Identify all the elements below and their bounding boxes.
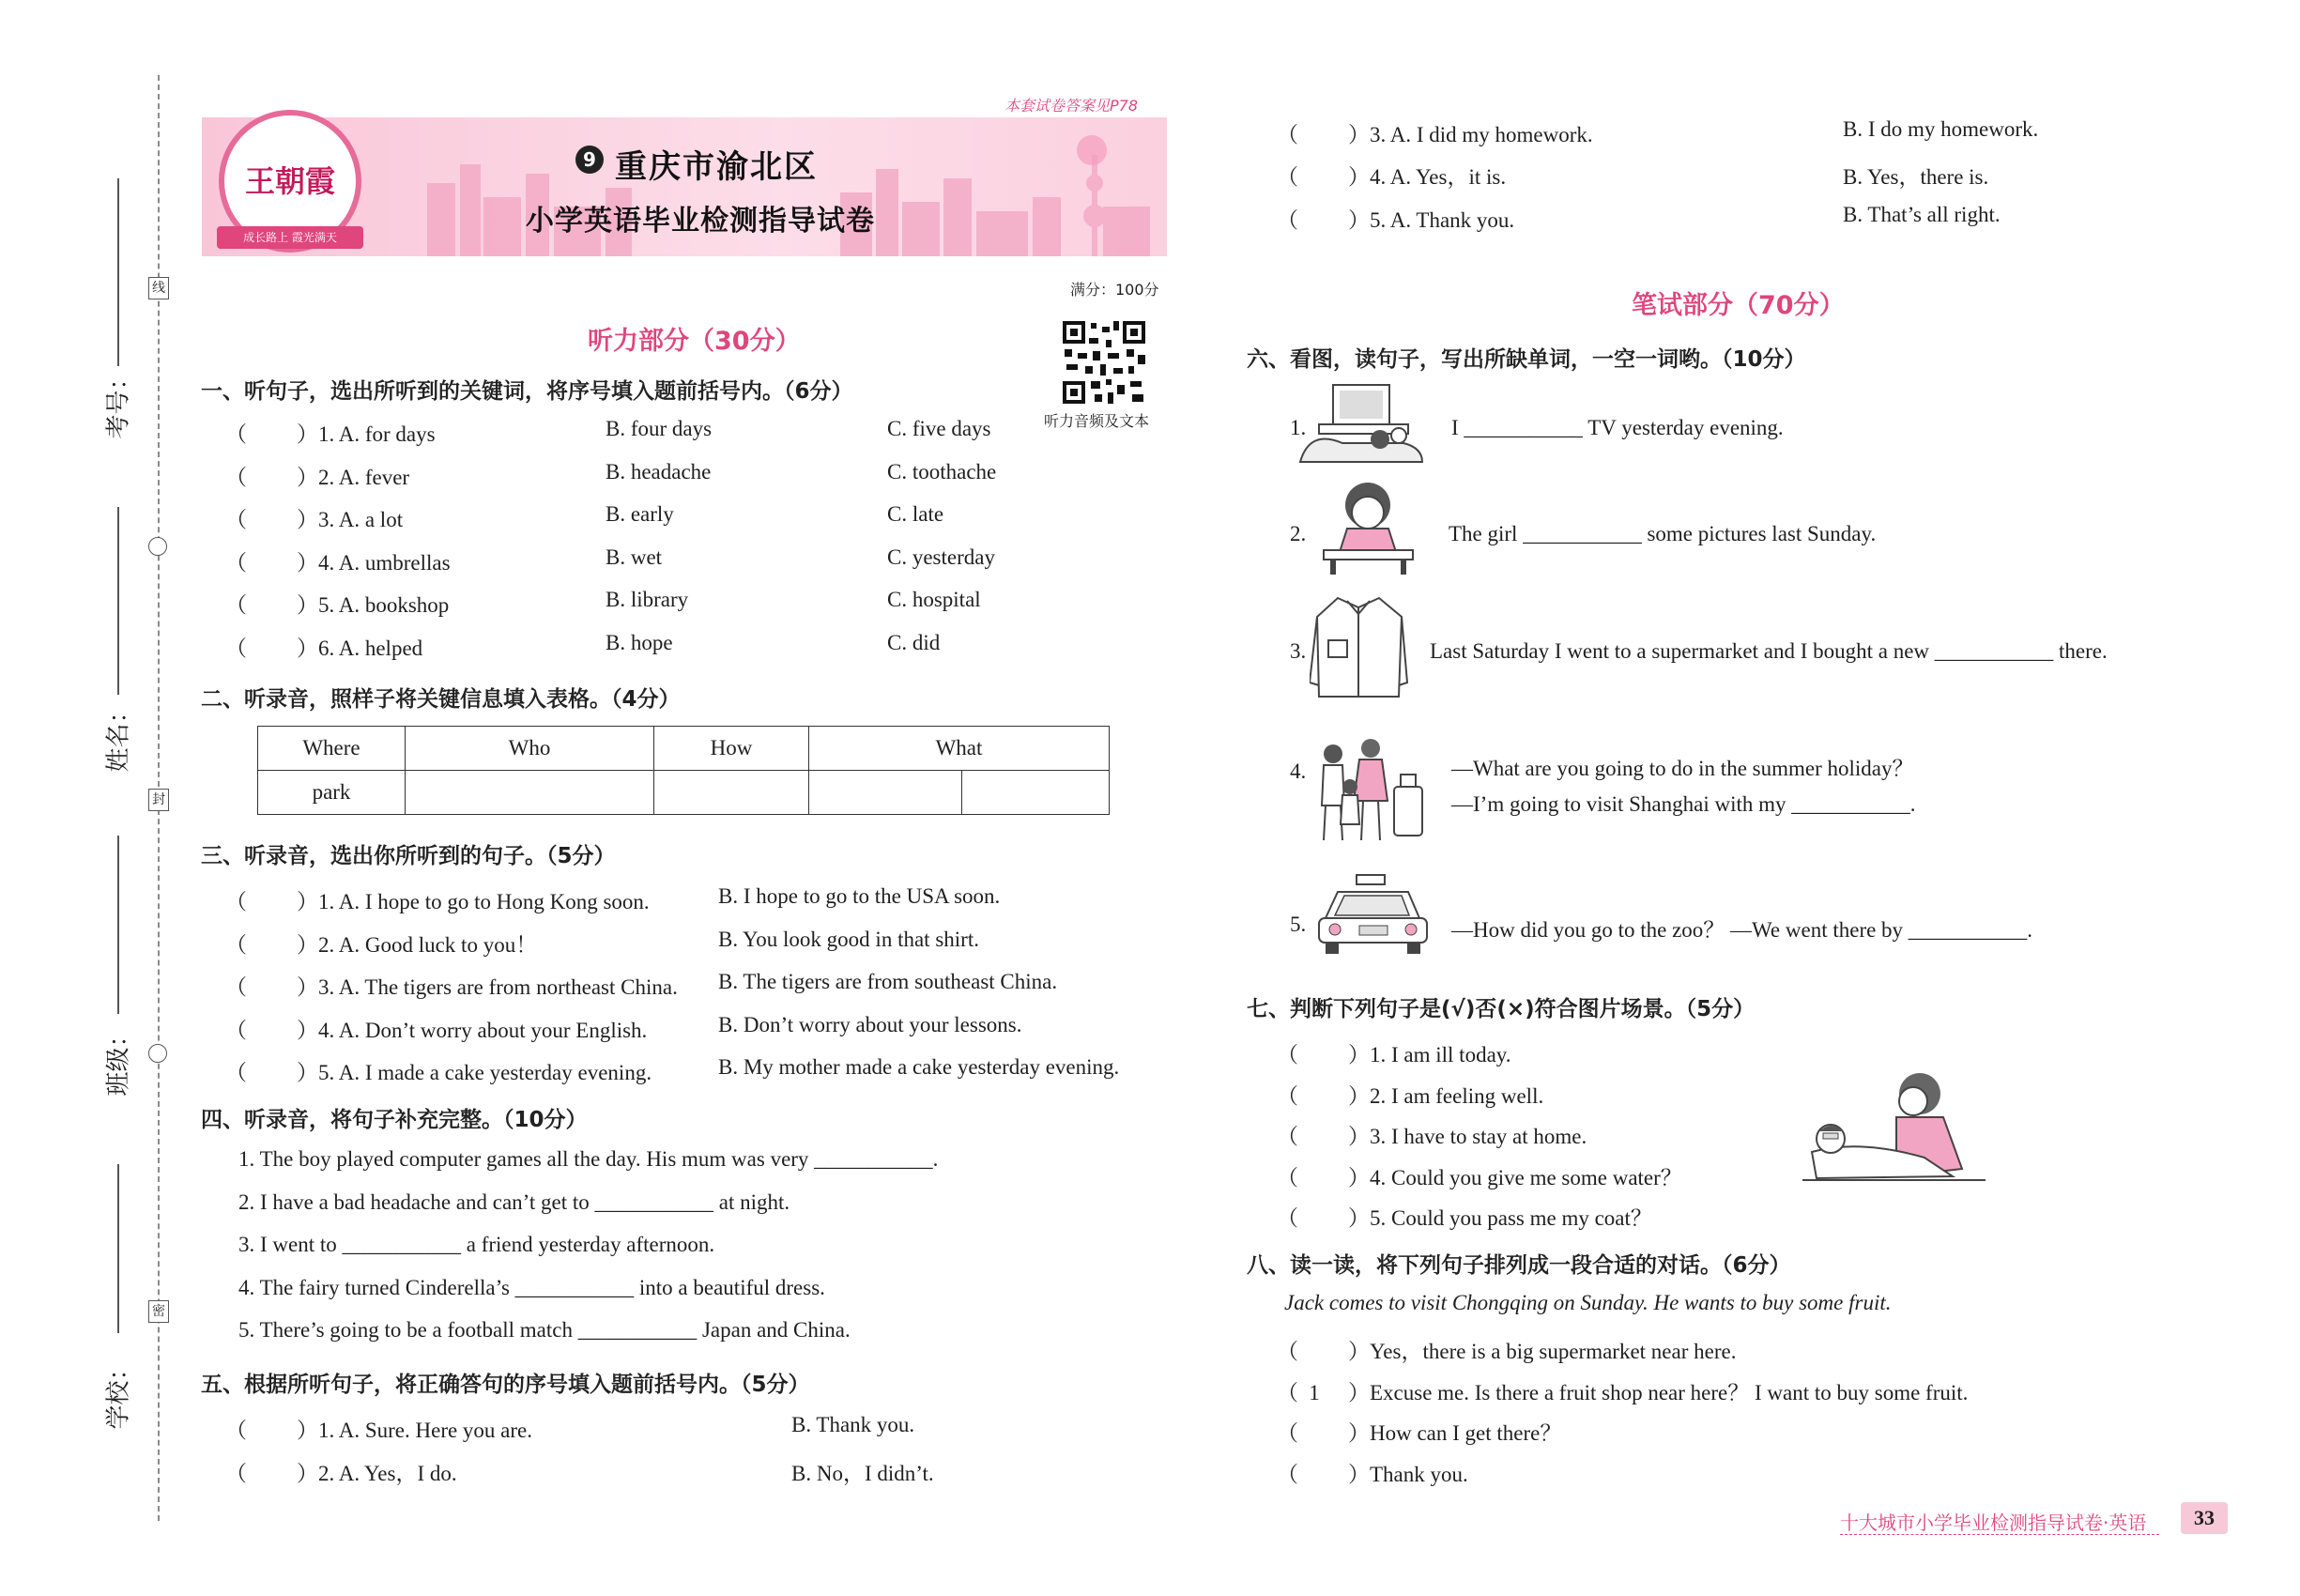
page-number: 33 [2181, 1502, 2228, 1534]
picture-number: 4. [1290, 760, 1307, 783]
answer-bracket[interactable] [1277, 1160, 1298, 1191]
option-a: ）1. A. for days [297, 422, 436, 446]
shirt-illustration [1310, 593, 1408, 704]
response-a: ）3. A. I did my homework. [1348, 123, 1593, 146]
judgement-sentence: ）3. I have to stay at home. [1348, 1125, 1587, 1149]
table-answer-cell[interactable] [406, 771, 654, 815]
answer-bracket[interactable] [225, 970, 247, 1001]
binding-tag-seal: 封 [148, 789, 169, 811]
school-write-line [117, 1164, 119, 1333]
sentence-b: B. The tigers are from southeast China. [718, 970, 1058, 993]
judgement-sentence: ）2. I am feeling well. [1348, 1083, 1544, 1108]
response-b: B. Thank you. [791, 1413, 915, 1436]
bracket-open: （ [1277, 1165, 1298, 1189]
bracket-open: （ [225, 593, 247, 618]
brand-logo [219, 110, 361, 253]
name-write-line [117, 507, 119, 695]
picture-sentence: —I’m going to visit Shanghai with my ___________. [1451, 792, 1916, 816]
bracket-open: （ [1277, 165, 1298, 190]
response-b: B. I do my homework. [1843, 117, 2039, 141]
dialogue-sentence: ）How can I get there？ [1348, 1421, 1562, 1446]
table-header-cell: How [654, 727, 809, 771]
response-a: ）1. A. Sure. Here you are. [297, 1419, 533, 1442]
sentence-a: ）3. A. The tigers are from northeast China. [297, 975, 678, 999]
option-b: B. early [606, 502, 674, 527]
bracket-open: （ [1277, 123, 1298, 146]
answer-note: 本套试卷答案见P78 [1004, 97, 1139, 115]
picture-number: 2. [1290, 522, 1307, 545]
section-7-title: 七、判断下列句子是(√)否(×)符合图片场景。（5分） [1247, 997, 1756, 1021]
qr-caption: 听力音频及文本 [1044, 412, 1150, 430]
bracket-open: （ [225, 890, 247, 913]
bracket-open: （ [1277, 1043, 1298, 1067]
binding-hole [148, 1044, 167, 1063]
option-b: B. library [606, 588, 689, 612]
info-table [257, 726, 1110, 815]
answer-bracket[interactable] [225, 928, 247, 959]
table-answer-cell[interactable] [809, 771, 962, 815]
option-a: ）3. A. a lot [297, 508, 404, 532]
footer-series: 十大城市小学毕业检测指导试卷·英语 [1840, 1512, 2147, 1534]
table-header-cell: What [809, 727, 1110, 771]
picture-sentence: The girl ___________ some pictures last Sunday. [1449, 522, 1877, 545]
picture-sentence: —How did you go to the zoo？ —We went there by ___________. [1451, 918, 2033, 942]
bracket-open: （ [1277, 1380, 1298, 1404]
section-4-title: 四、听录音，将句子补充完整。（10分） [201, 1108, 588, 1132]
paper-subtitle: 小学英语毕业检测指导试卷 [526, 205, 875, 238]
answer-bracket[interactable] [1277, 1037, 1298, 1068]
fill-in-sentence: 4. The fairy turned Cinderella’s ___________ into a beautiful dress. [238, 1275, 825, 1299]
dialogue-sentence: ）Excuse me. Is there a fruit shop near here？ I want to buy some fruit. [1348, 1380, 1969, 1404]
bracket-open: （ [1277, 1462, 1298, 1486]
bracket-open: （ [225, 1419, 247, 1442]
judgement-sentence: ）4. Could you give me some water？ [1348, 1165, 1682, 1189]
judgement-sentence: ）5. Could you pass me my coat？ [1348, 1206, 1652, 1231]
answer-bracket[interactable] [1277, 1201, 1298, 1232]
sick-child-illustration [1802, 1066, 1990, 1188]
school-label: 学校： [104, 1356, 133, 1430]
fill-in-sentence: 5. There’s going to be a football match ___________ Japan and China. [238, 1318, 851, 1342]
sentence-b: B. My mother made a cake yesterday evening. [718, 1055, 1120, 1079]
picture-sentence: Last Saturday I went to a supermarket and I bought a new ___________ there. [1430, 639, 2108, 663]
class-label: 班级： [104, 1022, 133, 1097]
watching-tv-illustration [1291, 377, 1432, 467]
option-c: C. late [887, 502, 944, 527]
picture-number: 3. [1290, 639, 1307, 663]
sentence-b: B. I hope to go to the USA soon. [718, 884, 1001, 908]
answer-bracket[interactable] [225, 1013, 247, 1044]
answer-bracket[interactable] [225, 1413, 247, 1444]
option-c: C. hospital [887, 588, 981, 612]
taxi-illustration [1314, 873, 1432, 956]
section-2-title: 二、听录音，照样子将关键信息填入表格。（4分） [201, 687, 681, 712]
sentence-a: ）1. A. I hope to go to Hong Kong soon. [297, 890, 650, 913]
logo-name: 王朝霞 [244, 163, 335, 199]
option-b: B. wet [606, 545, 663, 569]
dialogue-intro: Jack comes to visit Chongqing on Sunday. He wants to buy some fruit. [1284, 1291, 1892, 1314]
answer-bracket[interactable] [1277, 1119, 1298, 1150]
option-b: B. headache [606, 459, 712, 483]
table-answer-cell[interactable] [654, 771, 809, 815]
family-travel-illustration [1305, 735, 1427, 846]
picture-number: 5. [1290, 913, 1307, 936]
writing-heading: 笔试部分（70分） [1632, 291, 1845, 320]
binding-tag-line: 线 [148, 277, 169, 299]
fill-in-sentence: 3. I went to ___________ a friend yesterday afternoon. [238, 1233, 715, 1256]
sentence-b: B. Don’t worry about your lessons. [718, 1012, 1022, 1036]
bracket-open: （ [1277, 1083, 1298, 1108]
option-b: B. four days [606, 417, 713, 440]
bracket-open: （ [225, 1461, 247, 1485]
answer-bracket[interactable] [225, 417, 247, 448]
bracket-open: （ [225, 550, 247, 575]
answer-bracket[interactable] [225, 545, 247, 576]
option-c: C. yesterday [887, 545, 995, 569]
bracket-open: （ [225, 637, 247, 660]
answer-bracket[interactable] [225, 588, 247, 619]
response-b: B. Yes，there is. [1843, 165, 1989, 190]
bracket-open: （ [225, 465, 247, 489]
name-label: 姓名： [104, 698, 133, 773]
answer-bracket[interactable] [225, 1456, 247, 1487]
binding-hole [148, 537, 167, 556]
logo-ribbon: 成长路上 霞光满天 [217, 226, 363, 249]
picture-number: 1. [1290, 416, 1307, 439]
section-6-title: 六、看图，读句子，写出所缺单词，一空一词哟。（10分） [1247, 347, 1806, 372]
option-c: C. toothache [887, 459, 997, 483]
paper-title: 重庆市渝北区 [615, 148, 818, 186]
bracket-open: （ [1277, 207, 1298, 232]
bracket-open: （ [1277, 1206, 1298, 1231]
section-8-title: 八、读一读，将下列句子排列成一段合适的对话。（6分） [1247, 1253, 1791, 1278]
table-header-row [258, 727, 1110, 771]
response-a: ）4. A. Yes，it is. [1348, 165, 1507, 190]
answer-mark: 1 [1309, 1380, 1320, 1404]
header-banner [202, 117, 1167, 256]
listening-heading: 听力部分（30分） [588, 327, 801, 356]
table-header-cell: Who [406, 727, 654, 771]
bracket-open: （ [225, 508, 247, 532]
section-1-title: 一、听句子，选出所听到的关键词，将序号填入题前括号内。（6分） [201, 379, 853, 404]
dialogue-sentence: ）Thank you. [1348, 1462, 1468, 1486]
answer-bracket[interactable] [1277, 160, 1298, 191]
picture-sentence: —What are you going to do in the summer holiday？ [1451, 757, 1914, 780]
bracket-open: （ [225, 932, 247, 957]
section-3-title: 三、听录音，选出你所听到的句子。（5分） [201, 844, 616, 868]
sentence-a: ）5. A. I made a cake yesterday evening. [297, 1061, 652, 1084]
option-a: ）2. A. fever [297, 465, 410, 489]
sentence-a: ）2. A. Good luck to you！ [297, 932, 538, 957]
class-write-line [117, 836, 119, 1014]
option-a: ）6. A. helped [297, 637, 423, 660]
answer-bracket[interactable] [225, 1055, 247, 1086]
answer-bracket[interactable] [225, 631, 247, 662]
bracket-open: （ [1277, 1421, 1298, 1446]
table-row [258, 771, 1110, 815]
sentence-a: ）4. A. Don’t worry about your English. [297, 1018, 648, 1042]
bracket-open: （ [225, 1061, 247, 1084]
judgement-sentence: ）1. I am ill today. [1348, 1043, 1511, 1067]
option-a: ）5. A. bookshop [297, 593, 450, 618]
fill-in-sentence: 1. The boy played computer games all the day. His mum was very ___________. [238, 1147, 939, 1171]
bracket-open: （ [1277, 1340, 1298, 1363]
option-a: ）4. A. umbrellas [297, 550, 451, 575]
qr-code-icon[interactable] [1061, 319, 1147, 406]
response-a: ）2. A. Yes，I do. [297, 1461, 457, 1485]
table-cell: park [258, 771, 406, 815]
paper-number: 9 [575, 146, 604, 174]
bracket-open: （ [225, 975, 247, 999]
answer-bracket[interactable] [225, 460, 247, 491]
sentence-b: B. You look good in that shirt. [718, 927, 979, 951]
picture-sentence: I ___________ TV yesterday evening. [1451, 416, 1784, 439]
response-b: B. That’s all right. [1843, 202, 2001, 226]
answer-bracket[interactable] [1277, 117, 1298, 148]
fill-in-sentence: 2. I have a bad headache and can’t get to ___________ at night. [238, 1189, 790, 1214]
option-c: C. five days [887, 417, 991, 440]
table-header-cell: Where [258, 727, 406, 771]
bracket-open: （ [1277, 1125, 1298, 1149]
girl-drawing-illustration [1310, 477, 1422, 575]
section-5-title: 五、根据所听句子，将正确答句的序号填入题前括号内。（5分） [201, 1373, 810, 1397]
table-answer-cell[interactable] [962, 771, 1110, 815]
answer-bracket[interactable] [1277, 1457, 1330, 1488]
answer-bracket[interactable] [1277, 1079, 1298, 1110]
full-score: 满分：100分 [1070, 281, 1159, 299]
bracket-open: （ [225, 1018, 247, 1042]
response-b: B. No，I didn’t. [791, 1461, 934, 1485]
binding-tag-close: 密 [148, 1300, 169, 1323]
bracket-open: （ [225, 422, 247, 446]
number-label: 考号： [104, 365, 133, 439]
answer-bracket[interactable] [225, 502, 247, 533]
option-c: C. did [887, 631, 941, 654]
dialogue-sentence: ）Yes，there is a big supermarket near here. [1348, 1340, 1737, 1363]
answer-bracket[interactable] [1277, 1375, 1330, 1406]
answer-bracket[interactable] [225, 884, 247, 915]
response-a: ）5. A. Thank you. [1348, 207, 1515, 232]
answer-bracket[interactable] [1277, 1334, 1330, 1365]
footer-underline [1840, 1534, 2159, 1535]
number-write-line [117, 178, 119, 366]
answer-bracket[interactable] [1277, 203, 1298, 234]
option-b: B. hope [606, 631, 673, 654]
answer-bracket[interactable] [1277, 1416, 1330, 1447]
